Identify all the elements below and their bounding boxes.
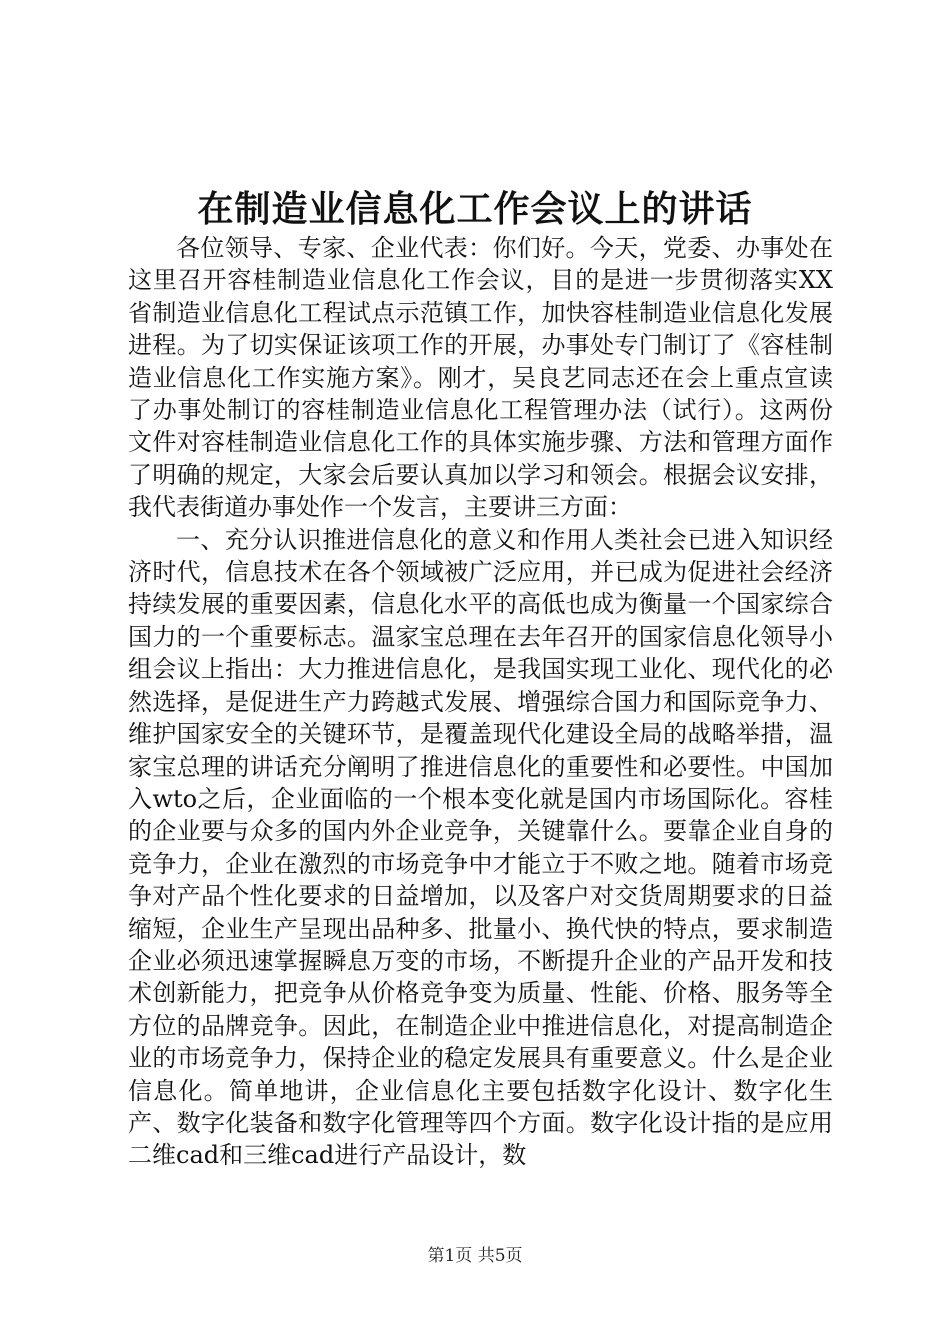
- page-number-label: 第1页 共5页: [427, 1246, 523, 1266]
- document-body: [128, 232, 833, 1172]
- paragraph-greeting: 各位领导、专家、企业代表：你们好。今天，党委、办事处在这里召开容桂制造业信息化工作会议，目的是进一步贯彻落实XX省制造业信息化工程试点示范镇工作，加快容桂制造业信息化发展进程。为了切实保证该项工作的开展，办事处专门制订了《容桂制造业信息化工作实施方案》。刚才，吴良艺同志还在会上重点宣读了办事处制订的容桂制造业信息化工程管理办法（试行）。这两份文件对容桂制造业信息化工作的具体实施步骤、方法和管理方面作了明确的规定，大家会后要认真加以学习和领会。根据会议安排，我代表街道办事处作一个发言，主要讲三方面：: [128, 234, 833, 522]
- page-footer: [0, 1244, 950, 1268]
- document-title: 在制造业信息化工作会议上的讲话: [197, 188, 753, 230]
- paragraph-section-one: 一、充分认识推进信息化的意义和作用人类社会已进入知识经济时代，信息技术在各个领域被广泛应用，并已成为促进社会经济持续发展的重要因素，信息化水平的高低也成为衡量一个国家综合国力的一个重要标志。温家宝总理在去年召开的国家信息化领导小组会议上指出：大力推进信息化，是我国实现工业化、现代化的必然选择，是促进生产力跨越式发展、增强综合国力和国际竞争力、维护国家安全的关键环节，是覆盖现代化建设全局的战略举措，温家宝总理的讲话充分阐明了推进信息化的重要性和必要性。中国加入wto之后，企业面临的一个根本变化就是国内市场国际化。容桂的企业要与众多的国内外企业竞争，关键靠什么。要靠企业自身的竞争力，企业在激烈的市场竞争中才能立于不败之地。随着市场竞争对产品个性化要求的日益增加，以及客户对交货周期要求的日益缩短，企业生产呈现出品种多、批量小、换代快的特点，要求制造企业必须迅速掌握瞬息万变的市场，不断提升企业的产品开发和技术创新能力，把竞争从价格竞争变为质量、性能、价格、服务等全方位的品牌竞争。因此，在制造企业中推进信息化，对提高制造企业的市场竞争力，保持企业的稳定发展具有重要意义。什么是企业信息化。简单地讲，企业信息化主要包括数字化设计、数字化生产、数字化装备和数字化管理等四个方面。数字化设计指的是应用二维cad和三维cad进行产品设计，数: [128, 525, 833, 1170]
